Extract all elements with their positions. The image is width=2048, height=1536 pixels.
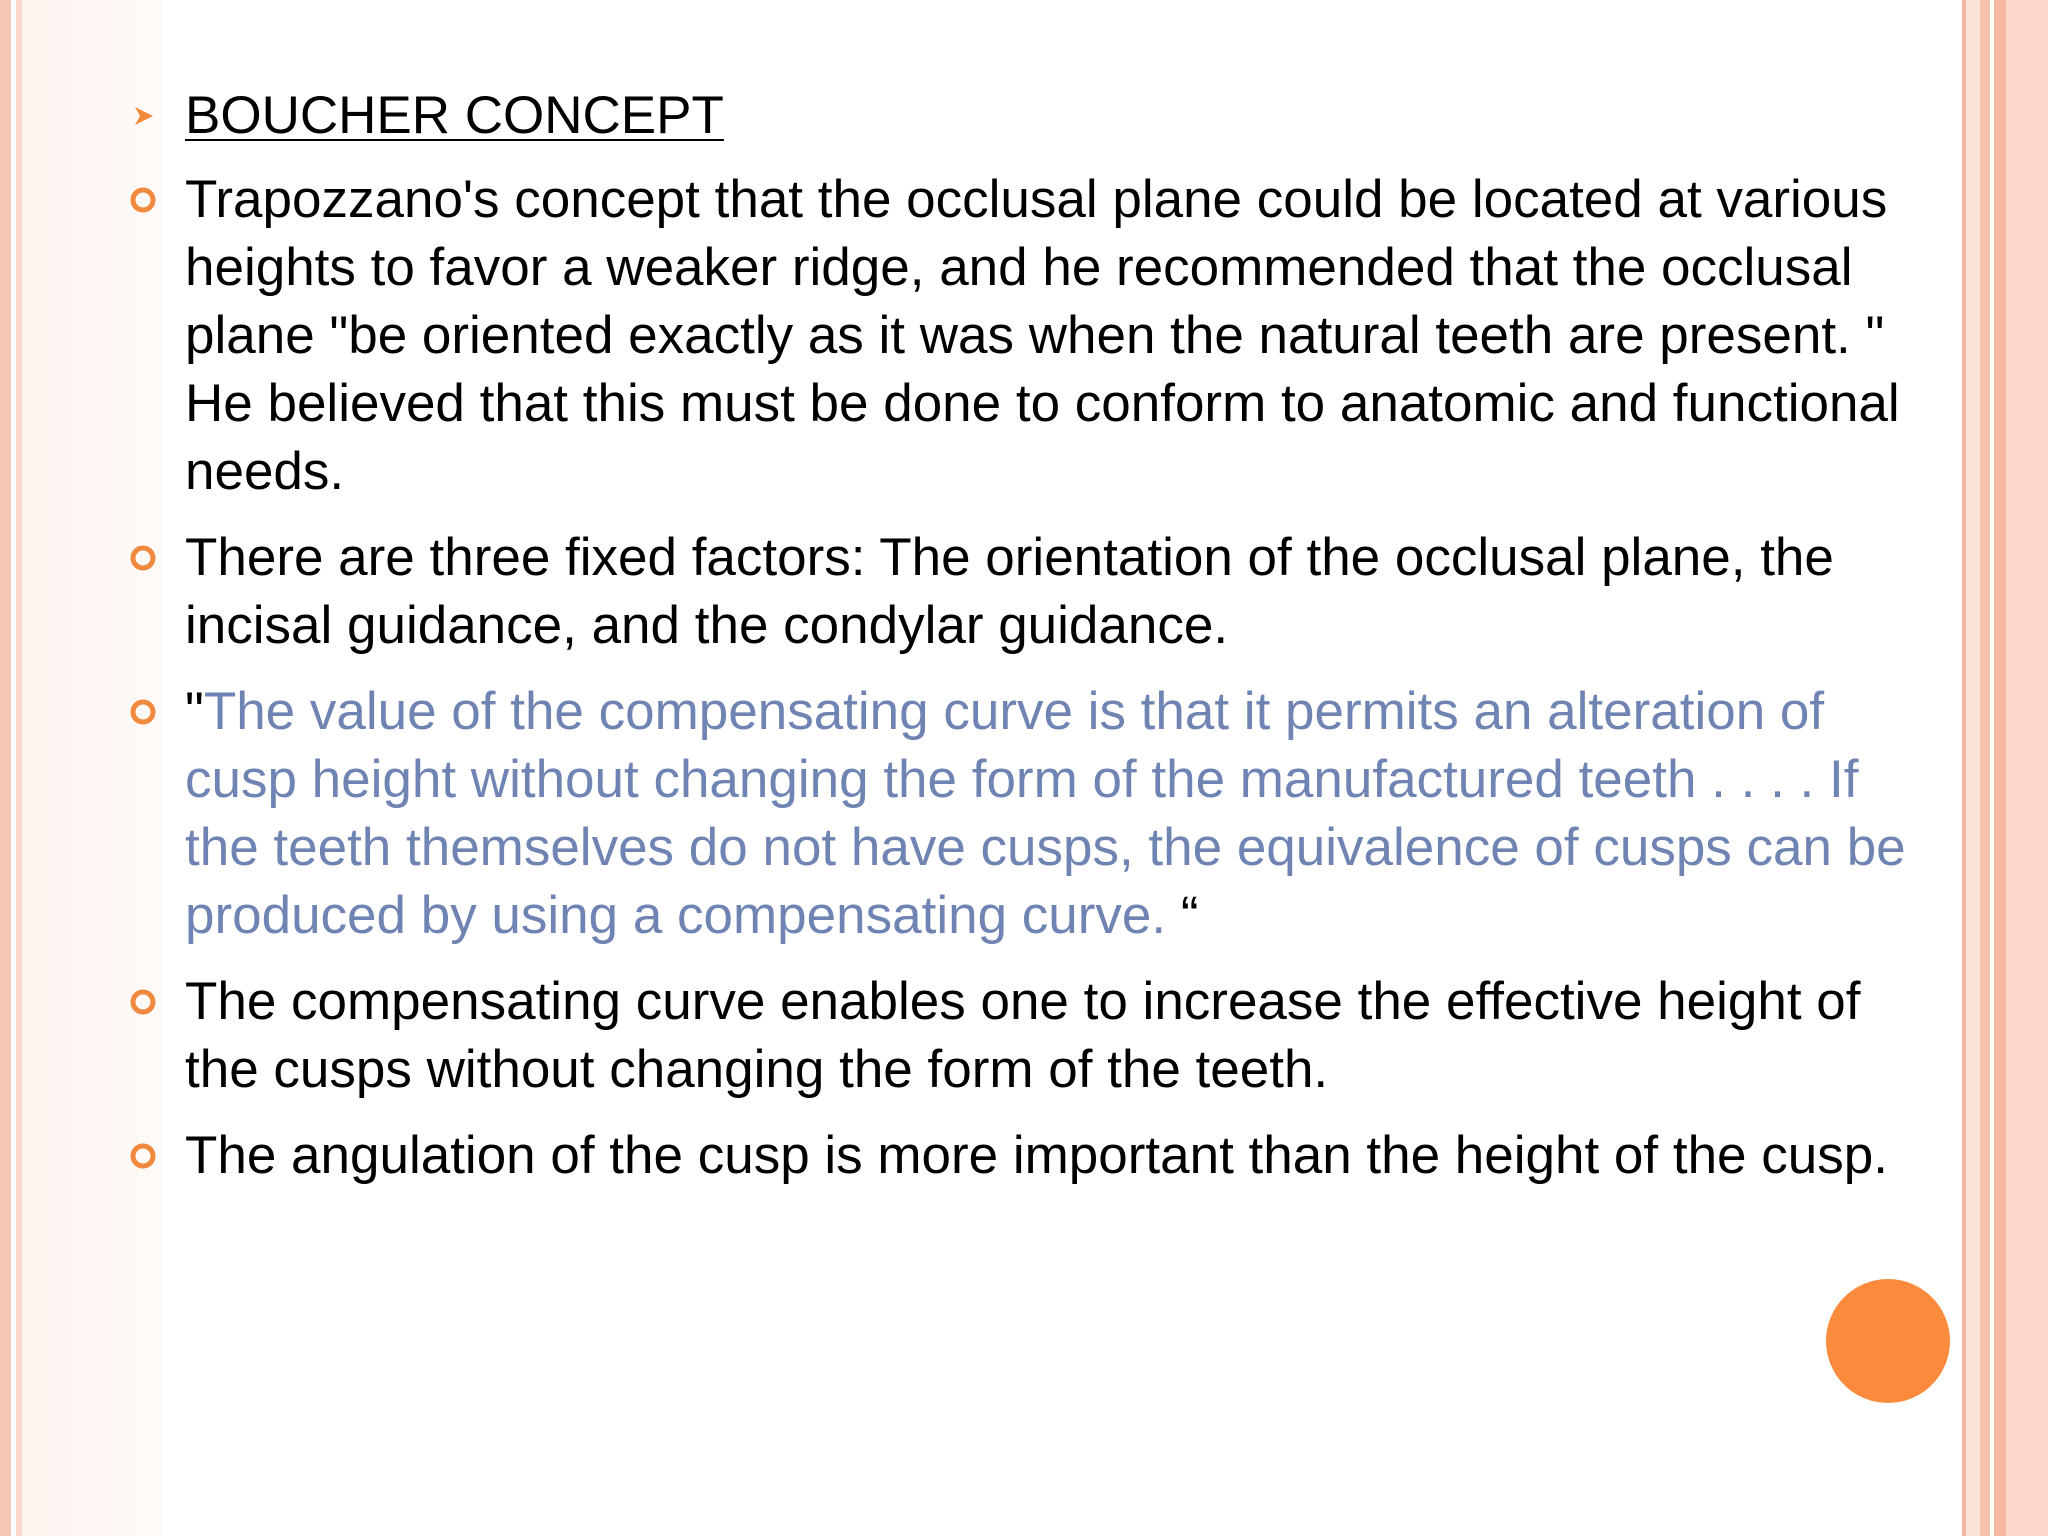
quote-text: The value of the compensating curve is that it permits an alteration of cusp height without changing the form of the manufactured teeth . . . . If the teeth themselves do not have cusps, the equivalence of cusps can be produced by using a compensating curve. bbox=[185, 682, 1906, 945]
list-item bbox=[185, 166, 1930, 506]
list-item bbox=[185, 968, 1930, 1104]
ring-bullet-icon bbox=[125, 166, 161, 234]
ring-bullet-icon bbox=[125, 968, 161, 1036]
open-quote-mark: " bbox=[185, 682, 204, 741]
list-item-text: There are three fixed factors: The orientation of the occlusal plane, the incisal guidance, and the condylar guidance. bbox=[185, 528, 1834, 655]
right-border-band bbox=[1980, 0, 1990, 1536]
list-item-quote bbox=[185, 678, 1930, 950]
list-item bbox=[185, 524, 1930, 660]
list-item-text: The angulation of the cusp is more important than the height of the cusp. bbox=[185, 1126, 1888, 1185]
right-border-band-light bbox=[1966, 0, 1980, 1536]
list-item bbox=[185, 1122, 1930, 1190]
list-item-text: Trapozzano's concept that the occlusal plane could be located at various heights to favor a weaker ridge, and he recommended that the occlusal plane "be oriented exactly as it was when the natural teeth are present. " He believed that this must be done to conform to anatomic and functional needs. bbox=[185, 170, 1900, 501]
ring-bullet-icon bbox=[125, 524, 161, 592]
right-border-band-dark bbox=[1994, 0, 2006, 1536]
decorative-orange-circle bbox=[1826, 1279, 1950, 1403]
right-border-band-outer bbox=[2006, 0, 2048, 1536]
close-quote-mark: “ bbox=[1166, 886, 1199, 945]
ring-bullet-icon bbox=[125, 1122, 161, 1190]
slide-title: BOUCHER CONCEPT bbox=[185, 86, 724, 145]
list-item-text: The compensating curve enables one to increase the effective height of the cusps without changing the form of the teeth. bbox=[185, 972, 1861, 1099]
slide-title-row bbox=[185, 82, 1930, 150]
ring-bullet-icon bbox=[125, 678, 161, 746]
arrowhead-icon bbox=[125, 82, 161, 150]
